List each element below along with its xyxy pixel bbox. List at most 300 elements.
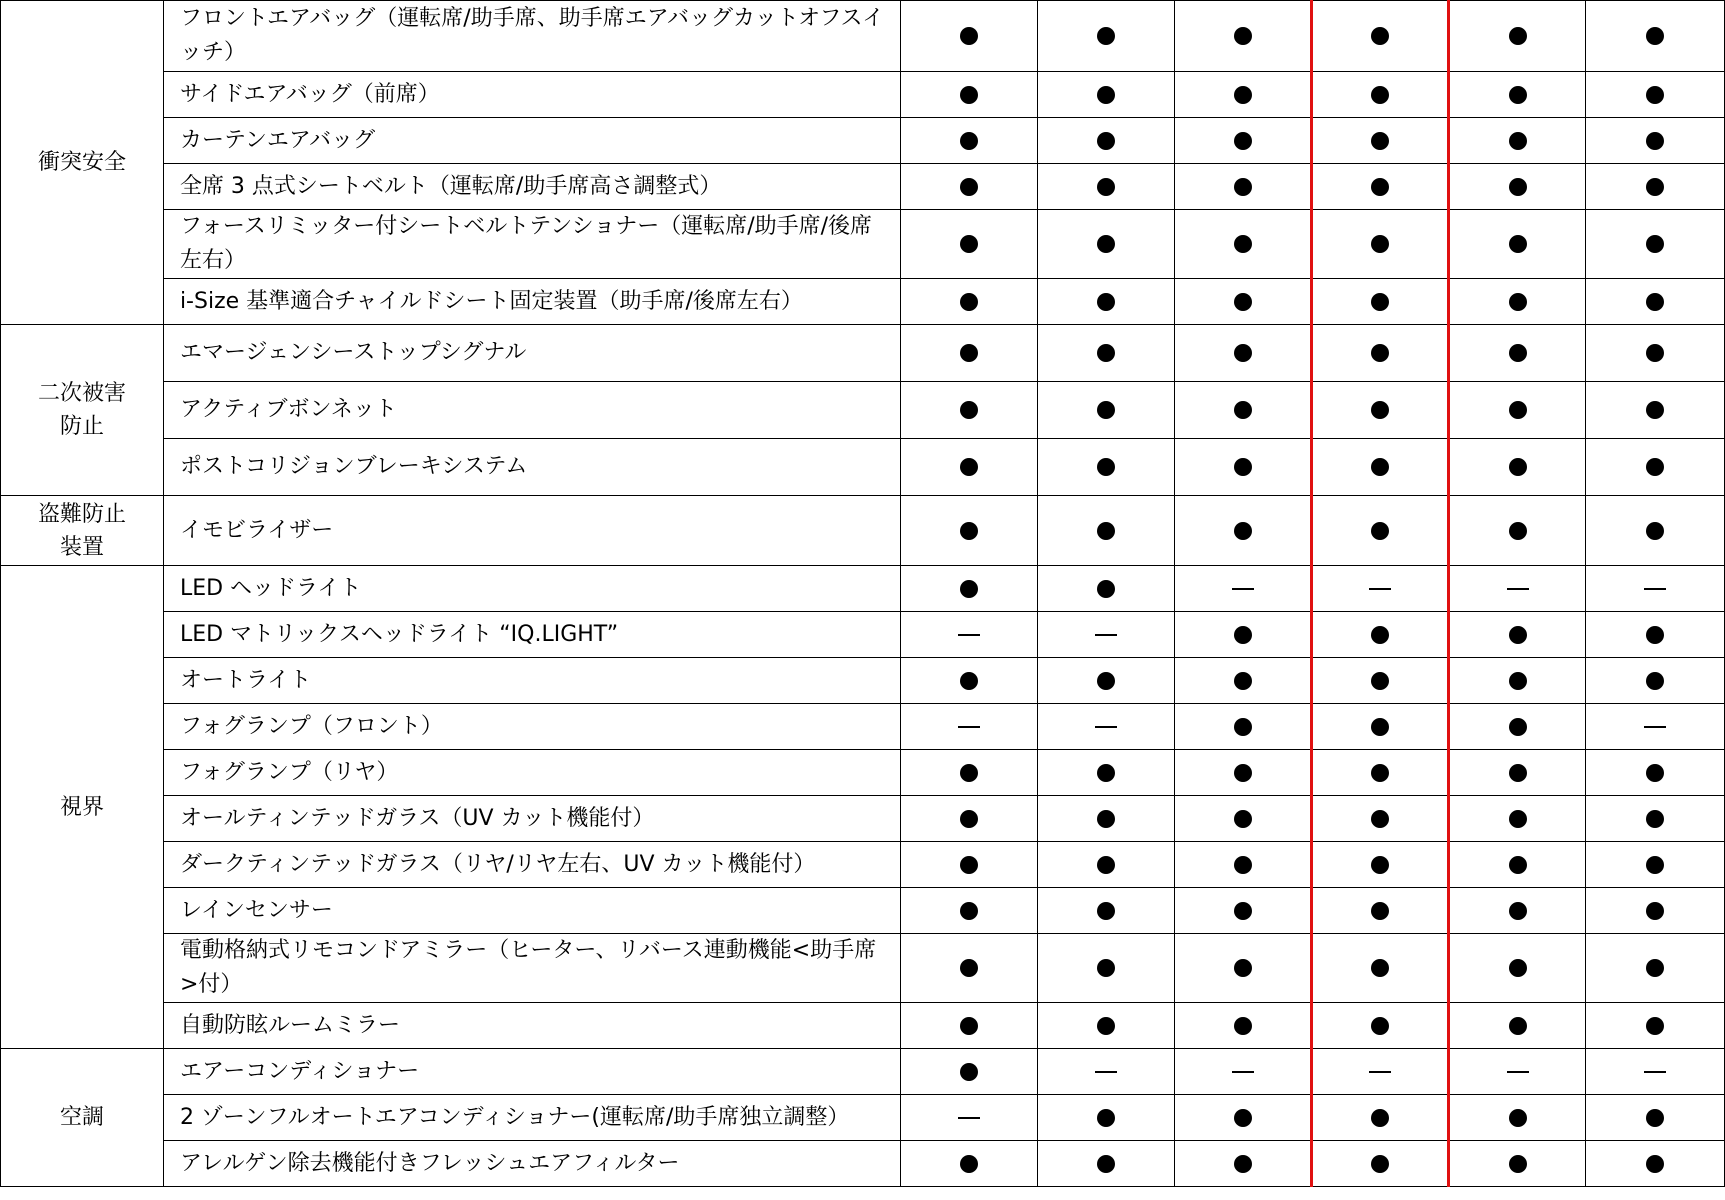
standard-mark-icon xyxy=(960,810,978,828)
availability-cell xyxy=(1586,704,1725,750)
not-available-mark-icon xyxy=(1232,588,1254,590)
standard-mark-icon xyxy=(1097,580,1115,598)
standard-mark-icon xyxy=(1097,1155,1115,1173)
availability-cell xyxy=(901,382,1038,439)
feature-name-cell: オートライト xyxy=(163,658,901,704)
standard-mark-icon xyxy=(1097,1109,1115,1127)
availability-cell xyxy=(1312,934,1449,1003)
availability-cell xyxy=(1175,1095,1312,1141)
availability-cell xyxy=(1586,612,1725,658)
availability-cell xyxy=(901,658,1038,704)
standard-mark-icon xyxy=(1371,856,1389,874)
standard-mark-icon xyxy=(1371,27,1389,45)
availability-cell xyxy=(901,325,1038,382)
availability-cell xyxy=(1312,439,1449,496)
availability-cell xyxy=(1175,118,1312,164)
standard-mark-icon xyxy=(1646,458,1664,476)
standard-mark-icon xyxy=(1097,178,1115,196)
availability-cell xyxy=(1038,279,1175,325)
table-row xyxy=(1,210,1725,279)
standard-mark-icon xyxy=(1097,132,1115,150)
standard-mark-icon xyxy=(1097,810,1115,828)
standard-mark-icon xyxy=(1646,1155,1664,1173)
availability-cell xyxy=(1038,1003,1175,1049)
table-row xyxy=(1,750,1725,796)
table-row xyxy=(1,118,1725,164)
table-row xyxy=(1,496,1725,566)
availability-cell xyxy=(1586,1,1725,72)
standard-mark-icon xyxy=(1234,672,1252,690)
availability-cell xyxy=(901,796,1038,842)
standard-mark-icon xyxy=(960,344,978,362)
availability-cell xyxy=(901,1,1038,72)
availability-cell xyxy=(1312,1,1449,72)
table-row xyxy=(1,1,1725,72)
standard-mark-icon xyxy=(1646,86,1664,104)
standard-mark-icon xyxy=(1509,810,1527,828)
standard-mark-icon xyxy=(1371,522,1389,540)
availability-cell xyxy=(1449,750,1586,796)
availability-cell xyxy=(1175,842,1312,888)
availability-cell xyxy=(901,1141,1038,1187)
availability-cell xyxy=(1312,325,1449,382)
standard-mark-icon xyxy=(1509,959,1527,977)
availability-cell xyxy=(1312,496,1449,566)
standard-mark-icon xyxy=(1097,959,1115,977)
standard-mark-icon xyxy=(1097,522,1115,540)
availability-cell xyxy=(901,1003,1038,1049)
availability-cell xyxy=(1312,1003,1449,1049)
standard-mark-icon xyxy=(1646,132,1664,150)
standard-mark-icon xyxy=(1646,672,1664,690)
feature-name-cell: エマージェンシーストップシグナル xyxy=(163,325,901,382)
availability-cell xyxy=(1175,612,1312,658)
availability-cell xyxy=(901,496,1038,566)
availability-cell xyxy=(1175,210,1312,279)
standard-mark-icon xyxy=(960,132,978,150)
availability-cell xyxy=(1175,796,1312,842)
standard-mark-icon xyxy=(1371,86,1389,104)
availability-cell xyxy=(1449,1095,1586,1141)
availability-cell xyxy=(1586,658,1725,704)
availability-cell xyxy=(1175,704,1312,750)
standard-mark-icon xyxy=(1646,1017,1664,1035)
availability-cell xyxy=(901,704,1038,750)
standard-mark-icon xyxy=(1646,401,1664,419)
feature-name-cell: アレルゲン除去機能付きフレッシュエアフィルター xyxy=(163,1141,901,1187)
availability-cell xyxy=(1449,704,1586,750)
availability-cell xyxy=(1586,1049,1725,1095)
availability-cell xyxy=(901,842,1038,888)
standard-mark-icon xyxy=(1371,902,1389,920)
feature-name-cell: 自動防眩ルームミラー xyxy=(163,1003,901,1049)
availability-cell xyxy=(1175,164,1312,210)
availability-cell xyxy=(1586,888,1725,934)
availability-cell xyxy=(901,1095,1038,1141)
availability-cell xyxy=(1175,325,1312,382)
standard-mark-icon xyxy=(1509,178,1527,196)
standard-mark-icon xyxy=(1234,458,1252,476)
table-row xyxy=(1,1049,1725,1095)
availability-cell xyxy=(1038,382,1175,439)
feature-name-cell: フォグランプ（フロント） xyxy=(163,704,901,750)
standard-mark-icon xyxy=(1234,718,1252,736)
standard-mark-icon xyxy=(960,27,978,45)
availability-cell xyxy=(1312,118,1449,164)
availability-cell xyxy=(1449,279,1586,325)
availability-cell xyxy=(1449,439,1586,496)
availability-cell xyxy=(1038,566,1175,612)
standard-mark-icon xyxy=(1509,764,1527,782)
standard-mark-icon xyxy=(1234,856,1252,874)
availability-cell xyxy=(1175,750,1312,796)
standard-mark-icon xyxy=(1646,293,1664,311)
availability-cell xyxy=(1586,210,1725,279)
availability-cell xyxy=(1038,118,1175,164)
availability-cell xyxy=(1038,750,1175,796)
standard-mark-icon xyxy=(1097,293,1115,311)
availability-cell xyxy=(1175,934,1312,1003)
standard-mark-icon xyxy=(1234,1109,1252,1127)
standard-mark-icon xyxy=(1646,178,1664,196)
availability-cell xyxy=(901,934,1038,1003)
availability-cell xyxy=(1312,1095,1449,1141)
standard-mark-icon xyxy=(960,458,978,476)
availability-cell xyxy=(1038,439,1175,496)
standard-mark-icon xyxy=(1509,293,1527,311)
availability-cell xyxy=(901,279,1038,325)
feature-name-cell: i-Size 基準適合チャイルドシート固定装置（助手席/後席左右） xyxy=(163,279,901,325)
availability-cell xyxy=(1449,796,1586,842)
table-row xyxy=(1,164,1725,210)
standard-mark-icon xyxy=(1646,1109,1664,1127)
standard-mark-icon xyxy=(1509,132,1527,150)
standard-mark-icon xyxy=(1371,132,1389,150)
availability-cell xyxy=(1175,1141,1312,1187)
availability-cell xyxy=(1175,888,1312,934)
availability-cell xyxy=(1586,382,1725,439)
availability-cell xyxy=(901,210,1038,279)
availability-cell xyxy=(1175,496,1312,566)
feature-name-cell: エアーコンディショナー xyxy=(163,1049,901,1095)
availability-cell xyxy=(1586,842,1725,888)
table-row xyxy=(1,1141,1725,1187)
availability-cell xyxy=(901,72,1038,118)
feature-name-cell: フォグランプ（リヤ） xyxy=(163,750,901,796)
standard-mark-icon xyxy=(1097,902,1115,920)
table-row xyxy=(1,796,1725,842)
standard-mark-icon xyxy=(1509,626,1527,644)
standard-mark-icon xyxy=(1509,1109,1527,1127)
availability-cell xyxy=(1449,566,1586,612)
standard-mark-icon xyxy=(960,86,978,104)
availability-cell xyxy=(1449,658,1586,704)
availability-cell xyxy=(1038,704,1175,750)
not-available-mark-icon xyxy=(1369,1071,1391,1073)
standard-mark-icon xyxy=(1371,672,1389,690)
feature-name-cell: イモビライザー xyxy=(163,496,901,566)
availability-cell xyxy=(1312,164,1449,210)
not-available-mark-icon xyxy=(1369,588,1391,590)
availability-cell xyxy=(901,439,1038,496)
availability-cell xyxy=(1449,164,1586,210)
availability-cell xyxy=(901,118,1038,164)
standard-mark-icon xyxy=(1509,27,1527,45)
standard-mark-icon xyxy=(960,959,978,977)
not-available-mark-icon xyxy=(1644,588,1666,590)
standard-mark-icon xyxy=(1371,401,1389,419)
not-available-mark-icon xyxy=(1644,1071,1666,1073)
availability-cell xyxy=(1449,72,1586,118)
not-available-mark-icon xyxy=(1095,726,1117,728)
feature-name-cell: レインセンサー xyxy=(163,888,901,934)
standard-mark-icon xyxy=(1371,235,1389,253)
standard-mark-icon xyxy=(1234,344,1252,362)
availability-cell xyxy=(1038,842,1175,888)
availability-cell xyxy=(1586,750,1725,796)
availability-cell xyxy=(1175,658,1312,704)
availability-cell xyxy=(1586,1141,1725,1187)
availability-cell xyxy=(1175,1,1312,72)
availability-cell xyxy=(1449,1141,1586,1187)
standard-mark-icon xyxy=(1646,902,1664,920)
availability-cell xyxy=(1038,325,1175,382)
availability-cell xyxy=(1449,1049,1586,1095)
standard-mark-icon xyxy=(1234,132,1252,150)
category-cell: 盗難防止装置 xyxy=(1,496,164,566)
standard-mark-icon xyxy=(1646,959,1664,977)
standard-mark-icon xyxy=(960,1063,978,1081)
table-row xyxy=(1,439,1725,496)
standard-mark-icon xyxy=(1371,626,1389,644)
availability-cell xyxy=(901,164,1038,210)
feature-name-cell: サイドエアバッグ（前席） xyxy=(163,72,901,118)
standard-mark-icon xyxy=(960,293,978,311)
availability-cell xyxy=(1038,888,1175,934)
standard-mark-icon xyxy=(1509,672,1527,690)
table-row xyxy=(1,934,1725,1003)
availability-cell xyxy=(1586,566,1725,612)
availability-cell xyxy=(901,888,1038,934)
feature-name-cell: フロントエアバッグ（運転席/助手席、助手席エアバッグカットオフスイッチ） xyxy=(163,1,901,72)
availability-cell xyxy=(1586,325,1725,382)
standard-mark-icon xyxy=(1097,458,1115,476)
availability-cell xyxy=(1038,1049,1175,1095)
availability-cell xyxy=(1175,566,1312,612)
standard-mark-icon xyxy=(1371,344,1389,362)
standard-mark-icon xyxy=(1371,1109,1389,1127)
standard-mark-icon xyxy=(1509,344,1527,362)
standard-mark-icon xyxy=(1646,522,1664,540)
feature-name-cell: ダークティンテッドガラス（リヤ/リヤ左右、UV カット機能付） xyxy=(163,842,901,888)
table-row xyxy=(1,566,1725,612)
standard-mark-icon xyxy=(1646,344,1664,362)
not-available-mark-icon xyxy=(1507,1071,1529,1073)
availability-cell xyxy=(1175,1003,1312,1049)
standard-mark-icon xyxy=(1234,27,1252,45)
standard-mark-icon xyxy=(1097,764,1115,782)
standard-mark-icon xyxy=(1234,293,1252,311)
standard-mark-icon xyxy=(960,401,978,419)
standard-mark-icon xyxy=(1509,1017,1527,1035)
standard-mark-icon xyxy=(1097,672,1115,690)
availability-cell xyxy=(1586,1095,1725,1141)
table-row xyxy=(1,658,1725,704)
availability-cell xyxy=(1038,934,1175,1003)
table-row xyxy=(1,842,1725,888)
availability-cell xyxy=(1038,496,1175,566)
not-available-mark-icon xyxy=(958,1117,980,1119)
standard-mark-icon xyxy=(1646,810,1664,828)
availability-cell xyxy=(1586,796,1725,842)
availability-cell xyxy=(1312,888,1449,934)
table-row xyxy=(1,704,1725,750)
availability-cell xyxy=(1038,1141,1175,1187)
availability-cell xyxy=(1312,704,1449,750)
feature-name-cell: LED ヘッドライト xyxy=(163,566,901,612)
standard-mark-icon xyxy=(1646,856,1664,874)
standard-mark-icon xyxy=(1509,856,1527,874)
table-row xyxy=(1,72,1725,118)
standard-mark-icon xyxy=(960,672,978,690)
not-available-mark-icon xyxy=(1644,726,1666,728)
equipment-table-body xyxy=(1,1,1725,1187)
feature-name-cell: 電動格納式リモコンドアミラー（ヒーター、リバース連動機能<助手席>付） xyxy=(163,934,901,1003)
availability-cell xyxy=(1312,658,1449,704)
not-available-mark-icon xyxy=(1095,634,1117,636)
availability-cell xyxy=(1586,118,1725,164)
standard-mark-icon xyxy=(1097,856,1115,874)
standard-mark-icon xyxy=(1646,626,1664,644)
availability-cell xyxy=(901,566,1038,612)
availability-cell xyxy=(1038,612,1175,658)
availability-cell xyxy=(1449,382,1586,439)
availability-cell xyxy=(1175,1049,1312,1095)
feature-name-cell: 全席 3 点式シートベルト（運転席/助手席高さ調整式） xyxy=(163,164,901,210)
not-available-mark-icon xyxy=(1507,588,1529,590)
standard-mark-icon xyxy=(1509,235,1527,253)
availability-cell xyxy=(1586,934,1725,1003)
standard-mark-icon xyxy=(1234,810,1252,828)
standard-mark-icon xyxy=(960,764,978,782)
availability-cell xyxy=(1175,279,1312,325)
table-row xyxy=(1,888,1725,934)
standard-mark-icon xyxy=(1234,1017,1252,1035)
availability-cell xyxy=(1175,72,1312,118)
availability-cell xyxy=(1586,164,1725,210)
availability-cell xyxy=(1449,496,1586,566)
feature-name-cell: ポストコリジョンブレーキシステム xyxy=(163,439,901,496)
standard-mark-icon xyxy=(1646,235,1664,253)
availability-cell xyxy=(1586,439,1725,496)
standard-mark-icon xyxy=(1371,458,1389,476)
standard-mark-icon xyxy=(1371,764,1389,782)
standard-mark-icon xyxy=(1646,27,1664,45)
availability-cell xyxy=(1586,1003,1725,1049)
feature-name-cell: アクティブボンネット xyxy=(163,382,901,439)
standard-mark-icon xyxy=(1234,764,1252,782)
standard-mark-icon xyxy=(1097,27,1115,45)
availability-cell xyxy=(1586,279,1725,325)
availability-cell xyxy=(1038,72,1175,118)
availability-cell xyxy=(1312,1141,1449,1187)
standard-mark-icon xyxy=(1097,401,1115,419)
standard-mark-icon xyxy=(1234,178,1252,196)
standard-mark-icon xyxy=(1509,902,1527,920)
availability-cell xyxy=(1312,612,1449,658)
standard-mark-icon xyxy=(960,902,978,920)
standard-mark-icon xyxy=(1234,235,1252,253)
table-row xyxy=(1,325,1725,382)
availability-cell xyxy=(901,1049,1038,1095)
availability-cell xyxy=(1038,1095,1175,1141)
feature-name-cell: LED マトリックスヘッドライト “IQ.LIGHT” xyxy=(163,612,901,658)
standard-mark-icon xyxy=(1646,764,1664,782)
availability-cell xyxy=(1312,72,1449,118)
availability-cell xyxy=(1449,118,1586,164)
availability-cell xyxy=(1586,72,1725,118)
standard-mark-icon xyxy=(1509,86,1527,104)
feature-name-cell: 2 ゾーンフルオートエアコンディショナー(運転席/助手席独立調整） xyxy=(163,1095,901,1141)
availability-cell xyxy=(1175,382,1312,439)
standard-mark-icon xyxy=(1371,293,1389,311)
standard-mark-icon xyxy=(1509,522,1527,540)
standard-mark-icon xyxy=(960,580,978,598)
standard-mark-icon xyxy=(960,1155,978,1173)
category-cell: 衝突安全 xyxy=(1,1,164,325)
standard-mark-icon xyxy=(1234,401,1252,419)
availability-cell xyxy=(1038,1,1175,72)
standard-mark-icon xyxy=(960,856,978,874)
availability-cell xyxy=(1449,934,1586,1003)
standard-mark-icon xyxy=(1097,235,1115,253)
feature-name-cell: オールティンテッドガラス（UV カット機能付） xyxy=(163,796,901,842)
table-row xyxy=(1,279,1725,325)
table-row xyxy=(1,1003,1725,1049)
availability-cell xyxy=(1449,612,1586,658)
standard-mark-icon xyxy=(1097,1017,1115,1035)
standard-mark-icon xyxy=(1234,522,1252,540)
availability-cell xyxy=(1449,1003,1586,1049)
availability-cell xyxy=(1312,382,1449,439)
not-available-mark-icon xyxy=(1232,1071,1254,1073)
standard-mark-icon xyxy=(960,1017,978,1035)
availability-cell xyxy=(1449,210,1586,279)
standard-mark-icon xyxy=(1097,344,1115,362)
table-row xyxy=(1,382,1725,439)
availability-cell xyxy=(1586,496,1725,566)
availability-cell xyxy=(1038,210,1175,279)
standard-mark-icon xyxy=(1234,86,1252,104)
standard-mark-icon xyxy=(1509,718,1527,736)
availability-cell xyxy=(1449,888,1586,934)
standard-mark-icon xyxy=(1509,401,1527,419)
availability-cell xyxy=(1312,210,1449,279)
availability-cell xyxy=(1312,842,1449,888)
not-available-mark-icon xyxy=(958,726,980,728)
standard-mark-icon xyxy=(1509,1155,1527,1173)
table-row xyxy=(1,1095,1725,1141)
standard-mark-icon xyxy=(960,178,978,196)
availability-cell xyxy=(1312,566,1449,612)
table-row xyxy=(1,612,1725,658)
availability-cell xyxy=(1312,279,1449,325)
standard-mark-icon xyxy=(1371,810,1389,828)
availability-cell xyxy=(1038,164,1175,210)
category-cell: 二次被害防止 xyxy=(1,325,164,496)
availability-cell xyxy=(1449,1,1586,72)
feature-name-cell: カーテンエアバッグ xyxy=(163,118,901,164)
